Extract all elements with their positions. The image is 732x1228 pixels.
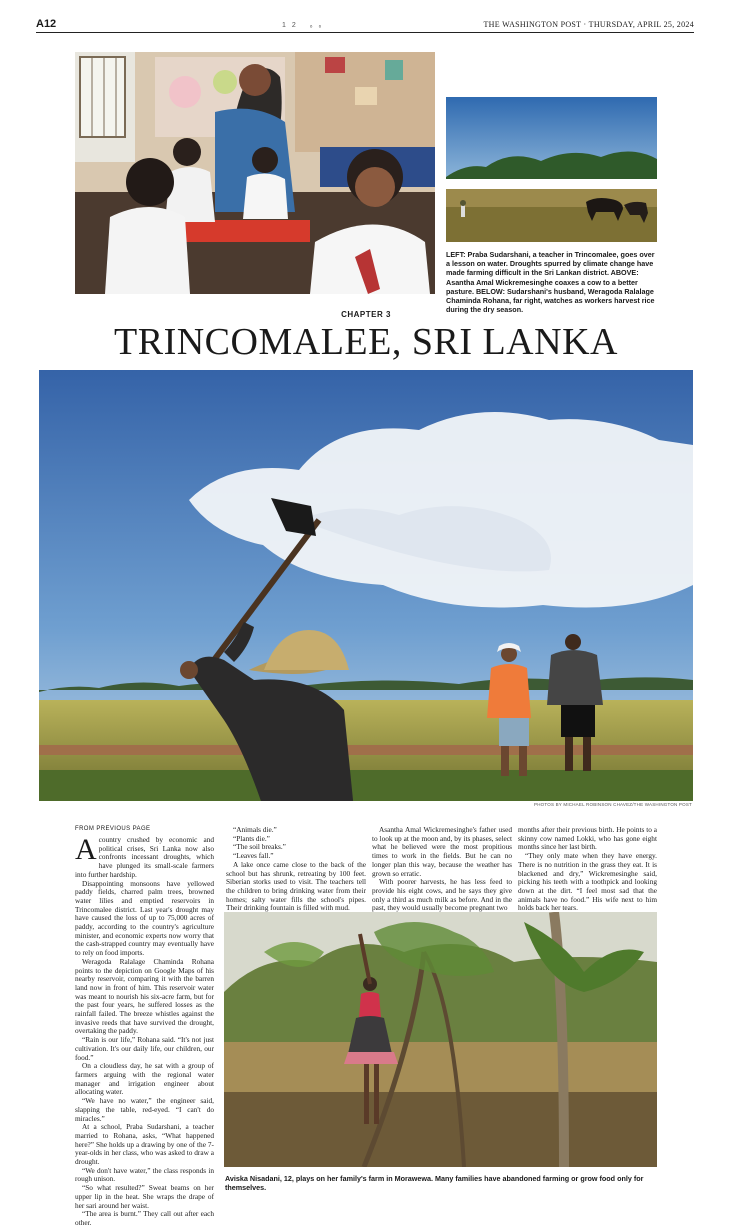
from-previous-page: FROM PREVIOUS PAGE <box>75 826 151 832</box>
article-paragraph: “So what resulted?” Sweat beams on her upper lip in the heat. She wraps the drape of her sari around her waist. <box>75 1183 214 1210</box>
headline: TRINCOMALEE, SRI LANKA <box>114 321 618 363</box>
article-paragraph: “Plants die.” <box>233 833 270 843</box>
article-paragraph: “The area is burnt.” They call out after each other. <box>75 1209 214 1227</box>
article-column-1 <box>75 826 214 1228</box>
article-paragraph: “They only mate when they have energy. There is no nutrition in the grass they eat. It is blackened and dry,” Wickremesinghe said, picking his teeth with a toothpick and looking down at the dirt. “I feel most sad that the animals have no food.” His wife next to him holds back her tears. <box>518 851 657 913</box>
article-paragraph: “Animals die.” <box>233 825 277 834</box>
farmer-hoe-photo <box>39 370 693 801</box>
publication-dateline: THE WASHINGTON POST · THURSDAY, APRIL 25, 2024 <box>483 20 694 29</box>
article-paragraph: With poorer harvests, he has less feed to provide his eight cows, and he says they give only a third as much milk as before. And in the past, they would usually become pregnant two <box>372 877 512 913</box>
top-photo-caption: LEFT: Praba Sudarshani, a teacher in Trincomalee, goes over a lesson on water. Droughts spurred by climate change have made farming difficult in the Sri Lankan district. ABOVE: Asantha Amal Wickremesinghe coaxes a cow to a better pasture. BELOW: Sudarshani's husband, Weragoda Ralalage Chaminda Rohana, far right, watches as workers harvest rice during the dry season. <box>446 250 655 315</box>
article-paragraph: Disappointing monsoons have yellowed paddy fields, charred palm trees, browned water lilies and emptied reservoirs in Trincomalee district. Last year's drought may have caused the loss of up to 75,000 acres of paddy, according to the country's agriculture minister, and economic experts now worry that the cash-strapped country may eventually have to rely on food imports. <box>75 878 214 958</box>
classroom-photo <box>75 52 435 294</box>
article-column-2 <box>226 826 366 913</box>
article-paragraph: Asantha Amal Wickremesinghe's father used to look up at the moon and, by its phases, select what he believed were the most propitious times to work in the fields. But he can no longer plan this way, because the weather has grown so erratic. <box>372 825 512 878</box>
article-paragraph: months after their previous birth. He points to a skinny cow named Lokki, who has gone eight months since her last birth. <box>518 825 657 852</box>
chapter-label: CHAPTER 3 <box>341 310 391 319</box>
article-paragraph: “We don't have water,” the class responds in rough unison. <box>75 1165 214 1184</box>
header-rule <box>36 32 694 33</box>
girl-farm-photo <box>224 912 657 1167</box>
article-paragraph: Weragoda Ralalage Chaminda Rohana points to the depiction on Google Maps of his nearby reservoir, comparing it with the barren land now in front of him. This reservoir water was meant to nourish his six-acre farm, but for the past four years, he suffered losses as the rainfall failed. The breeze whistles against the invasive reeds that have survived the drought, overtaking the paddy. <box>75 956 214 1036</box>
article-paragraph: “Leaves fall.” <box>233 851 274 861</box>
cow-pasture-photo <box>446 97 657 242</box>
article-paragraph: “Rain is our life,” Rohana said. “It's not just cultivation. It's our daily life, our children, our food.” <box>75 1035 214 1062</box>
article-column-3 <box>372 826 512 913</box>
photo-credit: PHOTOS BY MICHAEL ROBINSON CHAVEZ/THE WASHINGTON POST <box>534 802 692 807</box>
bottom-photo-caption: Aviska Nisadani, 12, plays on her family's farm in Morawewa. Many families have abandoned farming or grow food only for themselves. <box>225 1174 644 1192</box>
article-paragraph: “The soil breaks.” <box>233 842 286 852</box>
page-number: A12 <box>36 18 57 30</box>
folio-marks: 12 ₆₆ <box>282 22 328 29</box>
article-paragraph: A lake once came close to the back of the school but has shrunk, retreating by 100 feet. Siberian storks used to visit. The teachers tell the children to bring drinking water from their homes; salty water fills the school's pipes. Their drinking fountain is filled with mud. <box>226 859 366 913</box>
article-paragraph: Acountry crushed by economic and political crises, Sri Lanka now also confronts incessant droughts, which have plunged its small-scale farmers into further hardship. <box>75 833 214 879</box>
article-paragraph: “We have no water,” the engineer said, slapping the table, red-eyed. “I can't do miracles.” <box>75 1096 214 1123</box>
article-paragraph: On a cloudless day, he sat with a group of farmers arguing with the regional water manager and irrigation engineer about allocating water. <box>75 1061 214 1097</box>
article-paragraph: At a school, Praba Sudarshani, a teacher married to Rohana, asks, “What happened here?” She holds up a drawing by one of the 7-year-olds in her class, who was asked to draw a drought. <box>75 1122 214 1167</box>
drop-cap: A <box>75 833 97 866</box>
article-column-4 <box>518 826 657 913</box>
